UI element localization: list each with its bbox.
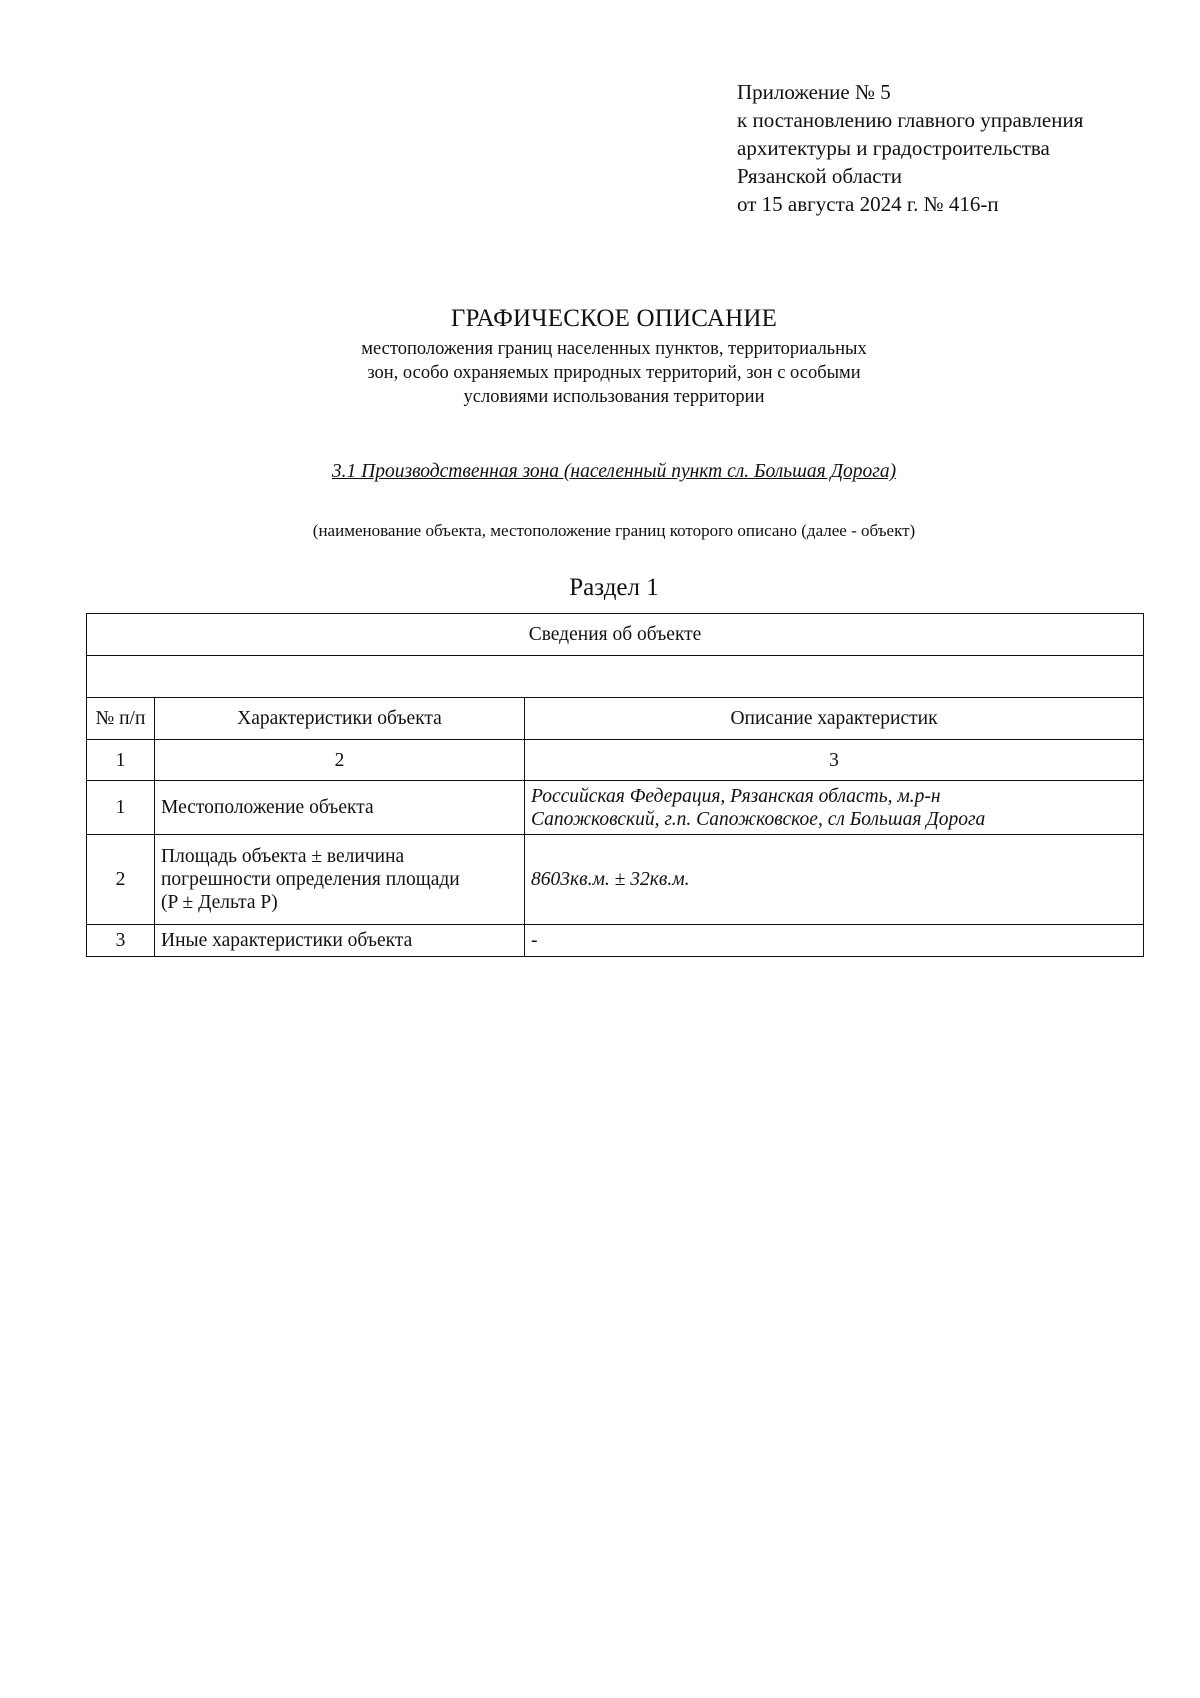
characteristic-line: Площадь объекта ± величина xyxy=(161,846,405,867)
column-number: 1 xyxy=(87,740,155,781)
description-line: Российская Федерация, Рязанская область, м.р-н xyxy=(531,785,941,807)
column-header-description: Описание характеристик xyxy=(525,698,1144,740)
column-header-number: № п/п xyxy=(87,698,155,740)
table-row xyxy=(87,781,1144,835)
table-column-numbers-row xyxy=(87,740,1144,781)
attachment-line: к постановлению главного управления xyxy=(737,108,1084,132)
attachment-line: архитектуры и градостроительства xyxy=(737,136,1050,160)
subtitle-line: местоположения границ населенных пунктов, территориальных xyxy=(361,339,867,359)
subtitle-line: условиями использования территории xyxy=(463,387,765,407)
object-caption: (наименование объекта, местоположение границ которого описано (далее - объект) xyxy=(312,521,916,540)
row-characteristic: Местоположение объекта xyxy=(155,781,525,835)
column-number: 2 xyxy=(155,740,525,781)
document-subtitle xyxy=(0,337,1200,409)
object-info-table xyxy=(86,613,1144,957)
attachment-line: от 15 августа 2024 г. № 416-п xyxy=(737,192,999,216)
table-header-row xyxy=(87,698,1144,740)
row-number: 1 xyxy=(87,781,155,835)
table-heading-row xyxy=(87,614,1144,656)
characteristic-line: погрешности определения площади xyxy=(161,869,460,890)
attachment-block xyxy=(737,78,1083,218)
column-header-characteristic: Характеристики объекта xyxy=(155,698,525,740)
row-number: 3 xyxy=(87,925,155,957)
section-title: Раздел 1 xyxy=(569,574,659,601)
row-characteristic: Иные характеристики объекта xyxy=(155,925,525,957)
object-name: 3.1 Производственная зона (населенный пункт сл. Большая Дорога) xyxy=(331,461,897,482)
attachment-line: Рязанской области xyxy=(737,164,903,188)
column-number: 3 xyxy=(525,740,1144,781)
table-row xyxy=(87,925,1144,957)
attachment-line: Приложение № 5 xyxy=(737,80,891,104)
row-description xyxy=(525,781,1144,835)
row-description: 8603кв.м. ± 32кв.м. xyxy=(525,835,1144,925)
table-empty-cell xyxy=(87,656,1144,698)
subtitle-line: зон, особо охраняемых природных территорий, зон с особыми xyxy=(367,363,861,383)
characteristic-line: (P ± Дельта P) xyxy=(161,892,278,913)
table-row xyxy=(87,835,1144,925)
row-characteristic xyxy=(155,835,525,925)
table-empty-row xyxy=(87,656,1144,698)
document-title: ГРАФИЧЕСКОЕ ОПИСАНИЕ xyxy=(450,305,778,332)
description-line: Сапожковский, г.п. Сапожковское, сл Большая Дорога xyxy=(531,808,986,830)
row-description: - xyxy=(525,925,1144,957)
table-heading: Сведения об объекте xyxy=(87,614,1144,656)
row-number: 2 xyxy=(87,835,155,925)
